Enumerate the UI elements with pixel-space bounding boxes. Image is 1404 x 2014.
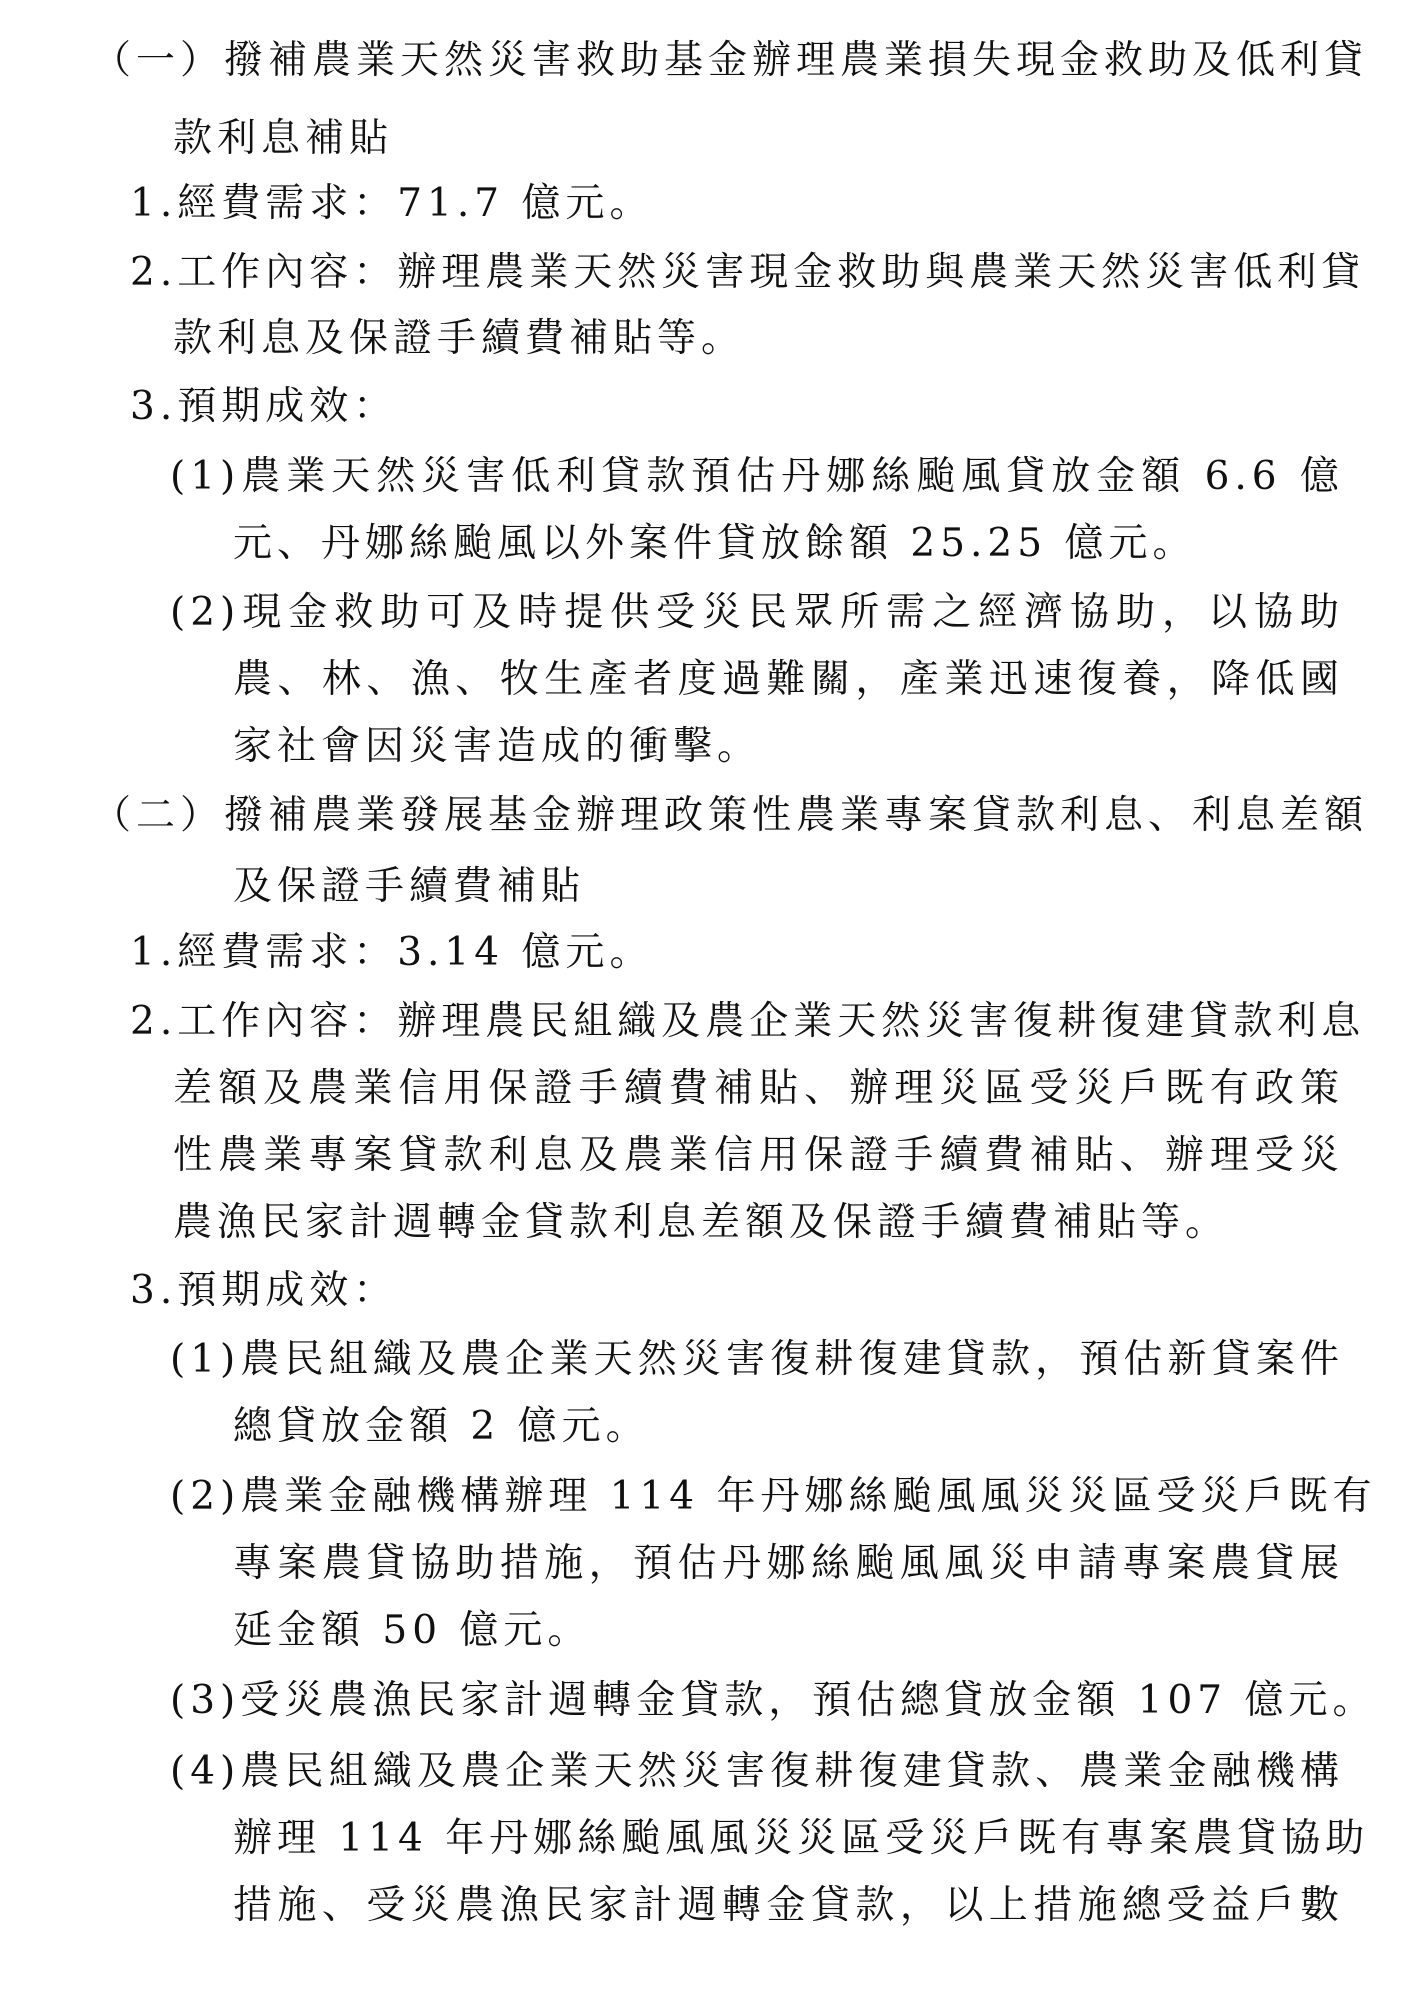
section2-effect3-line1: (3)受災農漁民家計週轉金貸款，預估總貸放金額 107 億元。 (170, 1678, 1377, 1723)
section2-effect4-line3: 措施、受災農漁民家計週轉金貸款，以上措施總受益戶數 (233, 1883, 1344, 1928)
section2-effect2-line2: 專案農貸協助措施，預估丹娜絲颱風風災申請專案農貸展 (233, 1541, 1344, 1586)
section2-item3: 3.預期成效： (130, 1268, 398, 1313)
section2-item2-line4: 農漁民家計週轉金貸款利息差額及保證手續費補貼等。 (173, 1200, 1230, 1245)
section1-heading-line2: 款利息補貼 (173, 116, 394, 161)
section1-effect2-line2: 農、林、漁、牧生產者度過難關，產業迅速復養，降低國 (233, 657, 1344, 702)
section1-heading-line1: （一）撥補農業天然災害救助基金辦理農業損失現金救助及低利貸 (92, 38, 1369, 83)
section1-item1: 1.經費需求：71.7 億元。 (130, 181, 654, 226)
section1-item3: 3.預期成效： (130, 384, 398, 429)
section1-effect1-line1: (1)農業天然災害低利貸款預估丹娜絲颱風貸放金額 6.6 億 (170, 454, 1344, 499)
section1-item2-line1: 2.工作內容：辦理農業天然災害現金救助與農業天然災害低利貸 (130, 250, 1366, 295)
section2-item2-line1: 2.工作內容：辦理農民組織及農企業天然災害復耕復建貸款利息 (130, 999, 1366, 1044)
section2-heading-line1: （二）撥補農業發展基金辦理政策性農業專案貸款利息、利息差額 (92, 793, 1369, 838)
section1-effect2-line1: (2)現金救助可及時提供受災民眾所需之經濟協助，以協助 (170, 590, 1344, 635)
section1-effect1-line2: 元、丹娜絲颱風以外案件貸放餘額 25.25 億元。 (233, 521, 1197, 566)
section2-item1: 1.經費需求：3.14 億元。 (130, 930, 654, 975)
section2-effect4-line2: 辦理 114 年丹娜絲颱風風災災區受災戶既有專案農貸協助 (233, 1816, 1370, 1861)
section2-effect1-line2: 總貸放金額 2 億元。 (233, 1404, 650, 1449)
section1-effect2-line3: 家社會因災害造成的衝擊。 (233, 724, 762, 769)
section2-effect2-line3: 延金額 50 億元。 (233, 1608, 592, 1653)
section2-item2-line2: 差額及農業信用保證手續費補貼、辦理災區受災戶既有政策 (173, 1066, 1344, 1111)
section2-effect2-line1: (2)農業金融機構辦理 114 年丹娜絲颱風風災災區受災戶既有 (170, 1474, 1377, 1519)
section2-effect1-line1: (1)農民組織及農企業天然災害復耕復建貸款，預估新貸案件 (170, 1337, 1344, 1382)
section2-effect4-line1: (4)農民組織及農企業天然災害復耕復建貸款、農業金融機構 (170, 1749, 1344, 1794)
section1-item2-line2: 款利息及保證手續費補貼等。 (173, 316, 746, 361)
section2-item2-line3: 性農業專案貸款利息及農業信用保證手續費補貼、辦理受災 (173, 1133, 1344, 1178)
section2-heading-line2: 及保證手續費補貼 (233, 864, 586, 909)
